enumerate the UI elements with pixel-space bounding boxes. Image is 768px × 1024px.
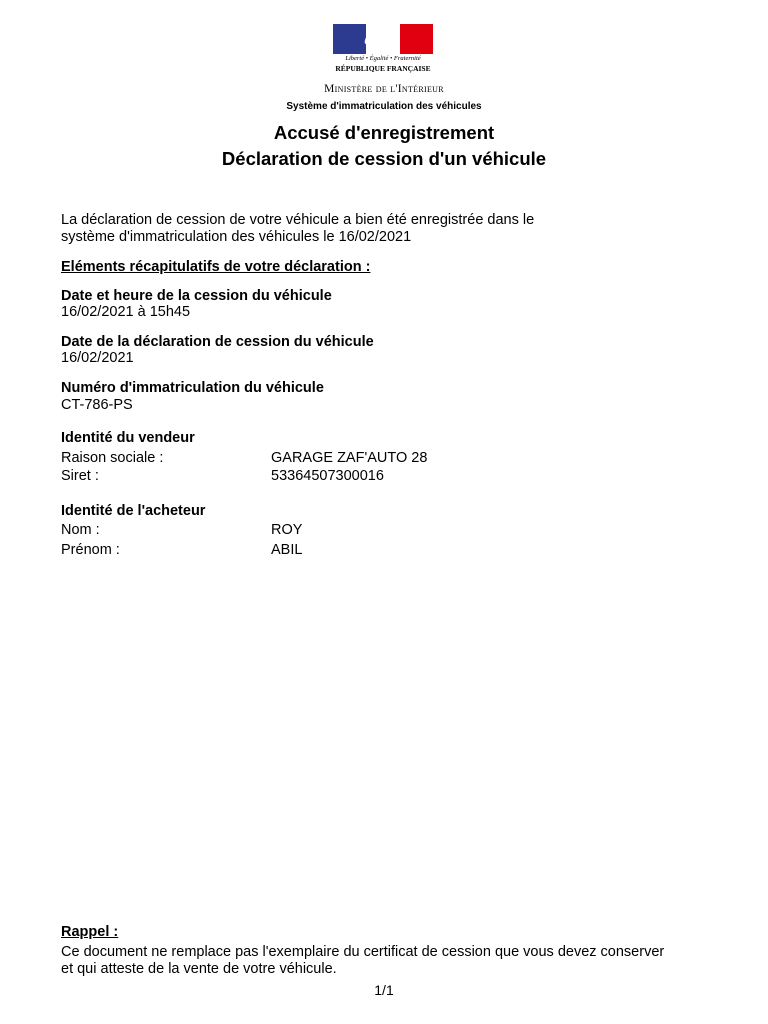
immatriculation-value: CT-786-PS: [61, 397, 133, 413]
immatriculation-label: Numéro d'immatriculation du véhicule: [61, 380, 324, 396]
prenom-label: Prénom :: [61, 542, 120, 558]
raison-sociale-value: GARAGE ZAF'AUTO 28: [271, 450, 428, 466]
vendeur-heading: Identité du vendeur: [61, 430, 195, 446]
intro-paragraph: [61, 212, 621, 246]
nom-value: ROY: [271, 522, 303, 538]
marianne-icon: [361, 26, 405, 54]
raison-sociale-label: Raison sociale :: [61, 450, 164, 466]
siret-value: 53364507300016: [271, 468, 384, 484]
siret-label: Siret :: [61, 468, 99, 484]
document-subtitle: Déclaration de cession d'un véhicule: [221, 148, 547, 169]
declaration-date-value: 16/02/2021: [61, 350, 134, 366]
system-name: Système d'immatriculation des véhicules: [286, 101, 482, 112]
page-number: 1/1: [374, 982, 394, 998]
cession-date-label: Date et heure de la cession du véhicule: [61, 288, 332, 304]
acheteur-heading: Identité de l'acheteur: [61, 503, 206, 519]
intro-line: système d'immatriculation des véhicules le 16/02/2021: [61, 229, 412, 245]
cession-date-value: 16/02/2021 à 15h45: [61, 304, 191, 320]
summary-heading: Eléments récapitulatifs de votre déclaration :: [61, 259, 371, 275]
rappel-line: et qui atteste de la vente de votre véhicule.: [61, 961, 337, 977]
rappel-title: Rappel :: [61, 924, 119, 940]
prenom-value: ABIL: [271, 542, 303, 558]
rappel-text: [61, 944, 741, 978]
rappel-line: Ce document ne remplace pas l'exemplaire du certificat de cession que vous devez conserver: [61, 944, 665, 960]
nom-label: Nom :: [61, 522, 100, 538]
document-title: Accusé d'enregistrement: [273, 122, 495, 143]
republic-motto: Liberté • Égalité • Fraternité: [345, 55, 421, 62]
ministry-name: Ministère de l'Intérieur: [324, 83, 444, 95]
declaration-date-label: Date de la déclaration de cession du véhicule: [61, 334, 374, 350]
republique-francaise-logo: [333, 24, 433, 76]
republic-name: RÉPUBLIQUE FRANÇAISE: [335, 64, 431, 73]
intro-line: La déclaration de cession de votre véhicule a bien été enregistrée dans le: [61, 212, 535, 228]
